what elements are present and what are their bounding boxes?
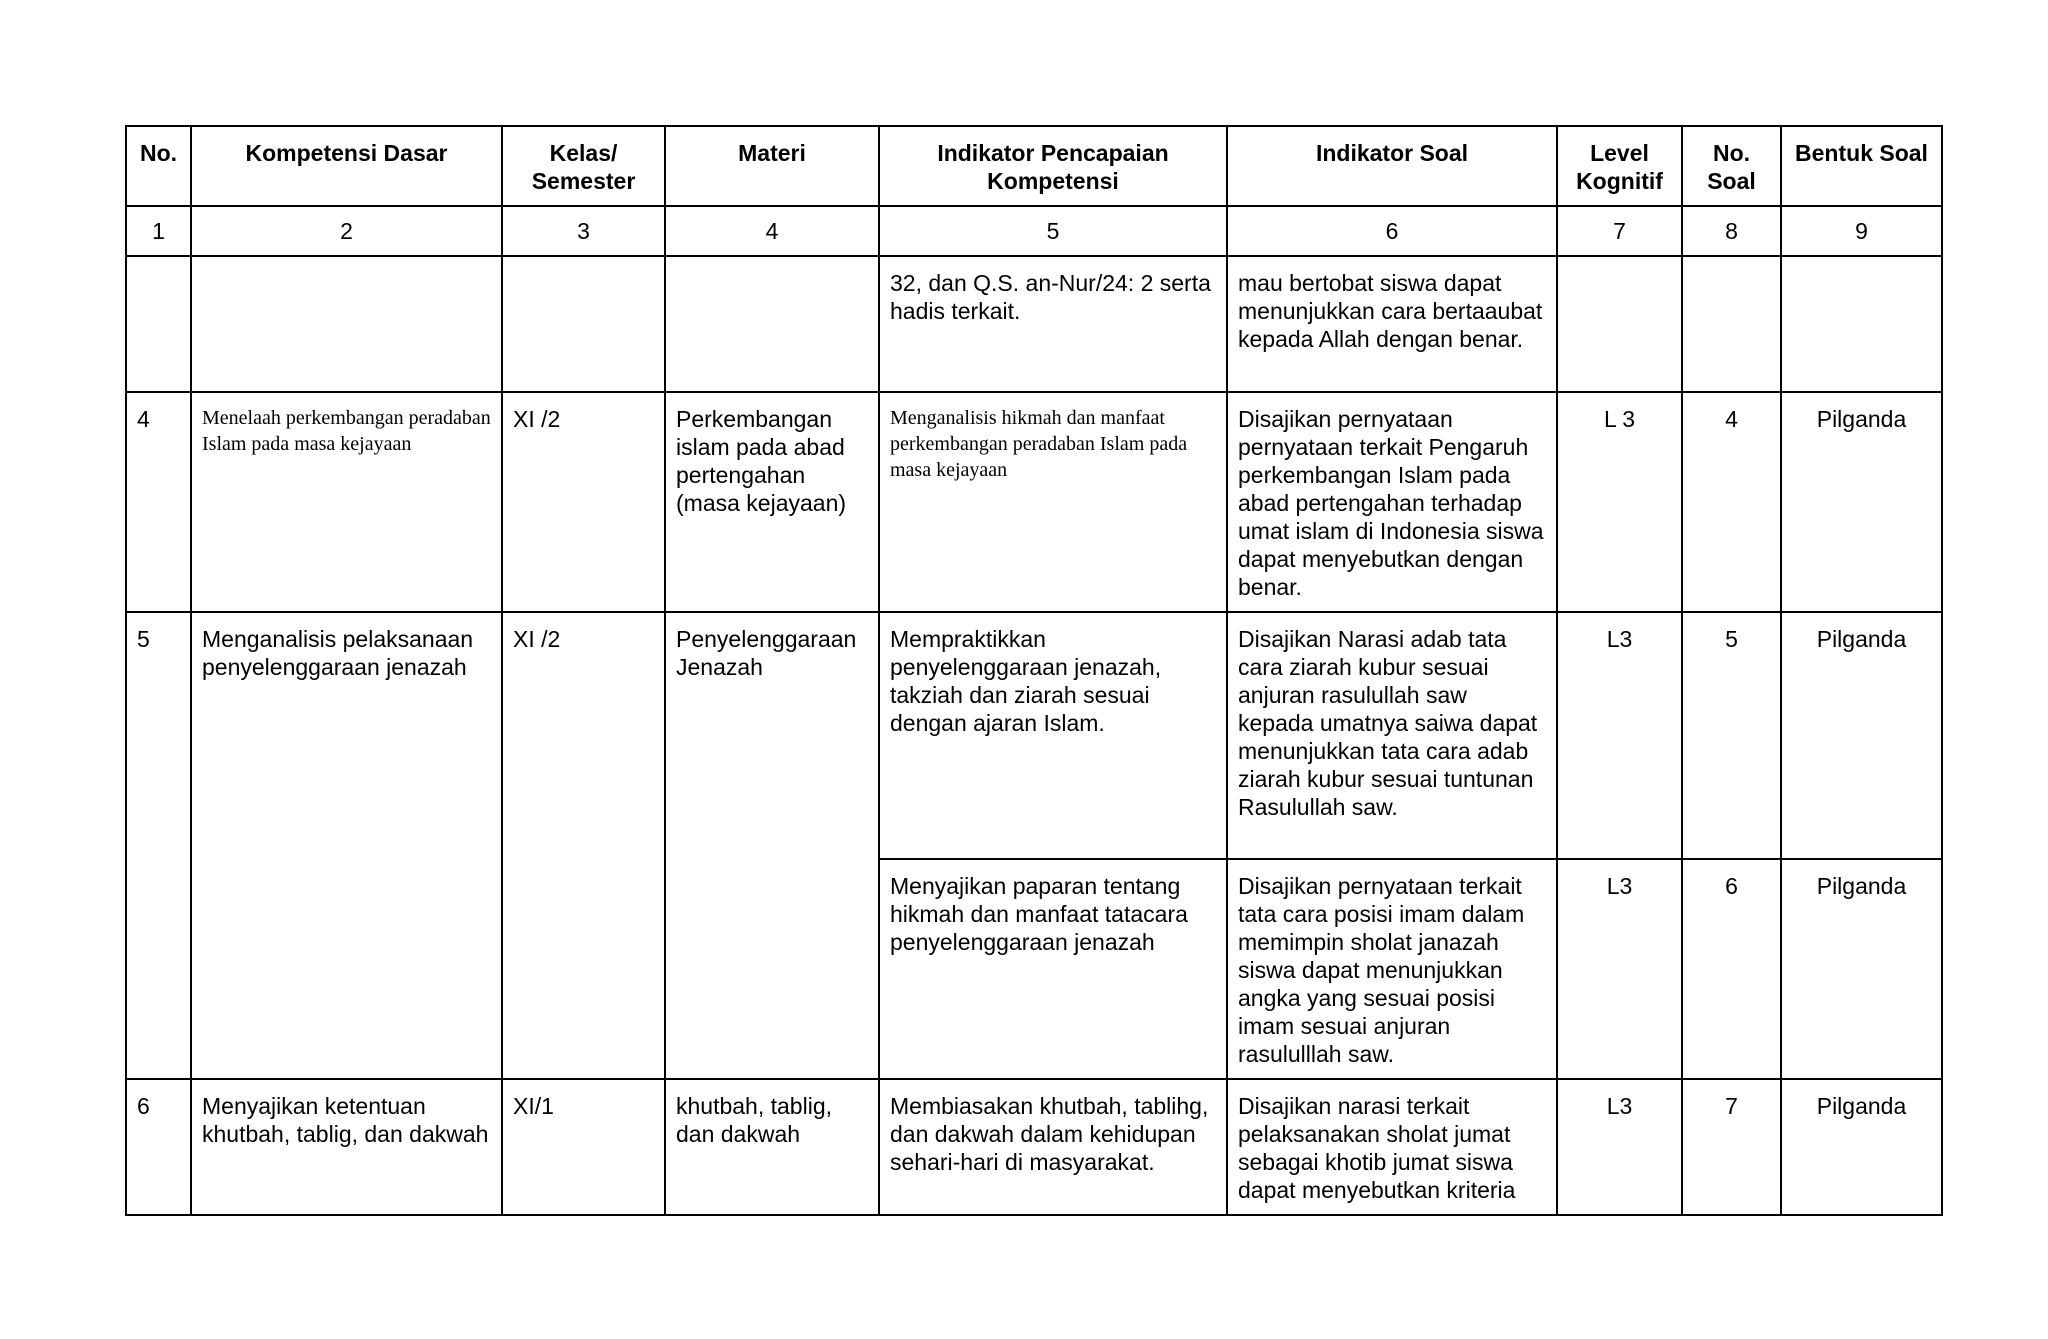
cell-indikator-pencapaian: Membiasakan khutbah, tablihg, dan dakwah dalam kehidupan sehari-hari di masyarakat.: [879, 1079, 1227, 1215]
cell-no-soal: 6: [1682, 859, 1781, 1079]
cell-level: L3: [1557, 859, 1682, 1079]
table-row: [126, 612, 1942, 859]
cell-materi: Perkembangan islam pada abad pertengahan (masa kejayaan): [665, 392, 879, 612]
cell-level: L3: [1557, 612, 1682, 859]
header-no-soal: No. Soal: [1682, 126, 1781, 206]
cell-kelas: XI/1: [502, 1079, 665, 1215]
cell-kompetensi-dasar: Menganalisis pelaksanaan penyelenggaraan jenazah: [191, 612, 502, 1079]
cell-indikator-soal: Disajikan pernyataan terkait tata cara posisi imam dalam memimpin sholat janazah siswa dapat menunjukkan angka yang sesuai posisi imam sesuai anjuran rasululllah saw.: [1227, 859, 1557, 1079]
table-row: [126, 1079, 1942, 1215]
column-number: 2: [191, 206, 502, 256]
cell-indikator-soal: Disajikan pernyataan pernyataan terkait Pengaruh perkembangan Islam pada abad pertengahan terhadap umat islam di Indonesia siswa dapat menyebutkan dengan benar.: [1227, 392, 1557, 612]
cell-level: L 3: [1557, 392, 1682, 612]
cell-no-soal: [1682, 256, 1781, 392]
column-number: 1: [126, 206, 191, 256]
header-indikator-soal: Indikator Soal: [1227, 126, 1557, 206]
column-number-row: [126, 206, 1942, 256]
cell-indikator-pencapaian: 32, dan Q.S. an-Nur/24: 2 serta hadis terkait.: [879, 256, 1227, 392]
cell-kompetensi-dasar: Menyajikan ketentuan khutbah, tablig, dan dakwah: [191, 1079, 502, 1215]
table-row: [126, 256, 1942, 392]
cell-indikator-pencapaian: Menganalisis hikmah dan manfaat perkembangan peradaban Islam pada masa kejayaan: [879, 392, 1227, 612]
column-number: 9: [1781, 206, 1942, 256]
cell-no-soal: 7: [1682, 1079, 1781, 1215]
header-kompetensi-dasar: Kompetensi Dasar: [191, 126, 502, 206]
cell-indikator-soal: Disajikan narasi terkait pelaksanakan sholat jumat sebagai khotib jumat siswa dapat menyebutkan kriteria: [1227, 1079, 1557, 1215]
cell-materi: [665, 256, 879, 392]
cell-bentuk-soal: [1781, 256, 1942, 392]
column-number: 6: [1227, 206, 1557, 256]
cell-kompetensi-dasar: Menelaah perkembangan peradaban Islam pada masa kejayaan: [191, 392, 502, 612]
column-number: 5: [879, 206, 1227, 256]
cell-level: L3: [1557, 1079, 1682, 1215]
cell-kelas: [502, 256, 665, 392]
cell-indikator-pencapaian: Menyajikan paparan tentang hikmah dan manfaat tatacara penyelenggaraan jenazah: [879, 859, 1227, 1079]
cell-bentuk-soal: Pilganda: [1781, 392, 1942, 612]
column-number: 8: [1682, 206, 1781, 256]
header-kelas-semester: Kelas/ Semester: [502, 126, 665, 206]
table-row: [126, 392, 1942, 612]
header-materi: Materi: [665, 126, 879, 206]
cell-no: 4: [126, 392, 191, 612]
header-bentuk-soal: Bentuk Soal: [1781, 126, 1942, 206]
cell-no-soal: 5: [1682, 612, 1781, 859]
cell-kelas: XI /2: [502, 392, 665, 612]
cell-materi: khutbah, tablig, dan dakwah: [665, 1079, 879, 1215]
cell-indikator-soal: Disajikan Narasi adab tata cara ziarah kubur sesuai anjuran rasulullah saw kepada umatnya saiwa dapat menunjukkan tata cara adab ziarah kubur sesuai tuntunan Rasulullah saw.: [1227, 612, 1557, 859]
cell-no: 5: [126, 612, 191, 1079]
kisi-kisi-table: [125, 125, 1943, 1216]
cell-no: 6: [126, 1079, 191, 1215]
cell-level: [1557, 256, 1682, 392]
cell-indikator-soal: mau bertobat siswa dapat menunjukkan cara bertaaubat kepada Allah dengan benar.: [1227, 256, 1557, 392]
column-number: 7: [1557, 206, 1682, 256]
cell-no-soal: 4: [1682, 392, 1781, 612]
cell-kelas: XI /2: [502, 612, 665, 1079]
cell-indikator-pencapaian: Mempraktikkan penyelenggaraan jenazah, takziah dan ziarah sesuai dengan ajaran Islam.: [879, 612, 1227, 859]
cell-kompetensi-dasar: [191, 256, 502, 392]
cell-bentuk-soal: Pilganda: [1781, 1079, 1942, 1215]
cell-bentuk-soal: Pilganda: [1781, 612, 1942, 859]
cell-bentuk-soal: Pilganda: [1781, 859, 1942, 1079]
cell-no: [126, 256, 191, 392]
header-level-kognitif: Level Kognitif: [1557, 126, 1682, 206]
header-indikator-pencapaian: Indikator Pencapaian Kompetensi: [879, 126, 1227, 206]
column-number: 4: [665, 206, 879, 256]
cell-materi: Penyelenggaraan Jenazah: [665, 612, 879, 1079]
column-number: 3: [502, 206, 665, 256]
header-no: No.: [126, 126, 191, 206]
table-header-row: [126, 126, 1942, 206]
